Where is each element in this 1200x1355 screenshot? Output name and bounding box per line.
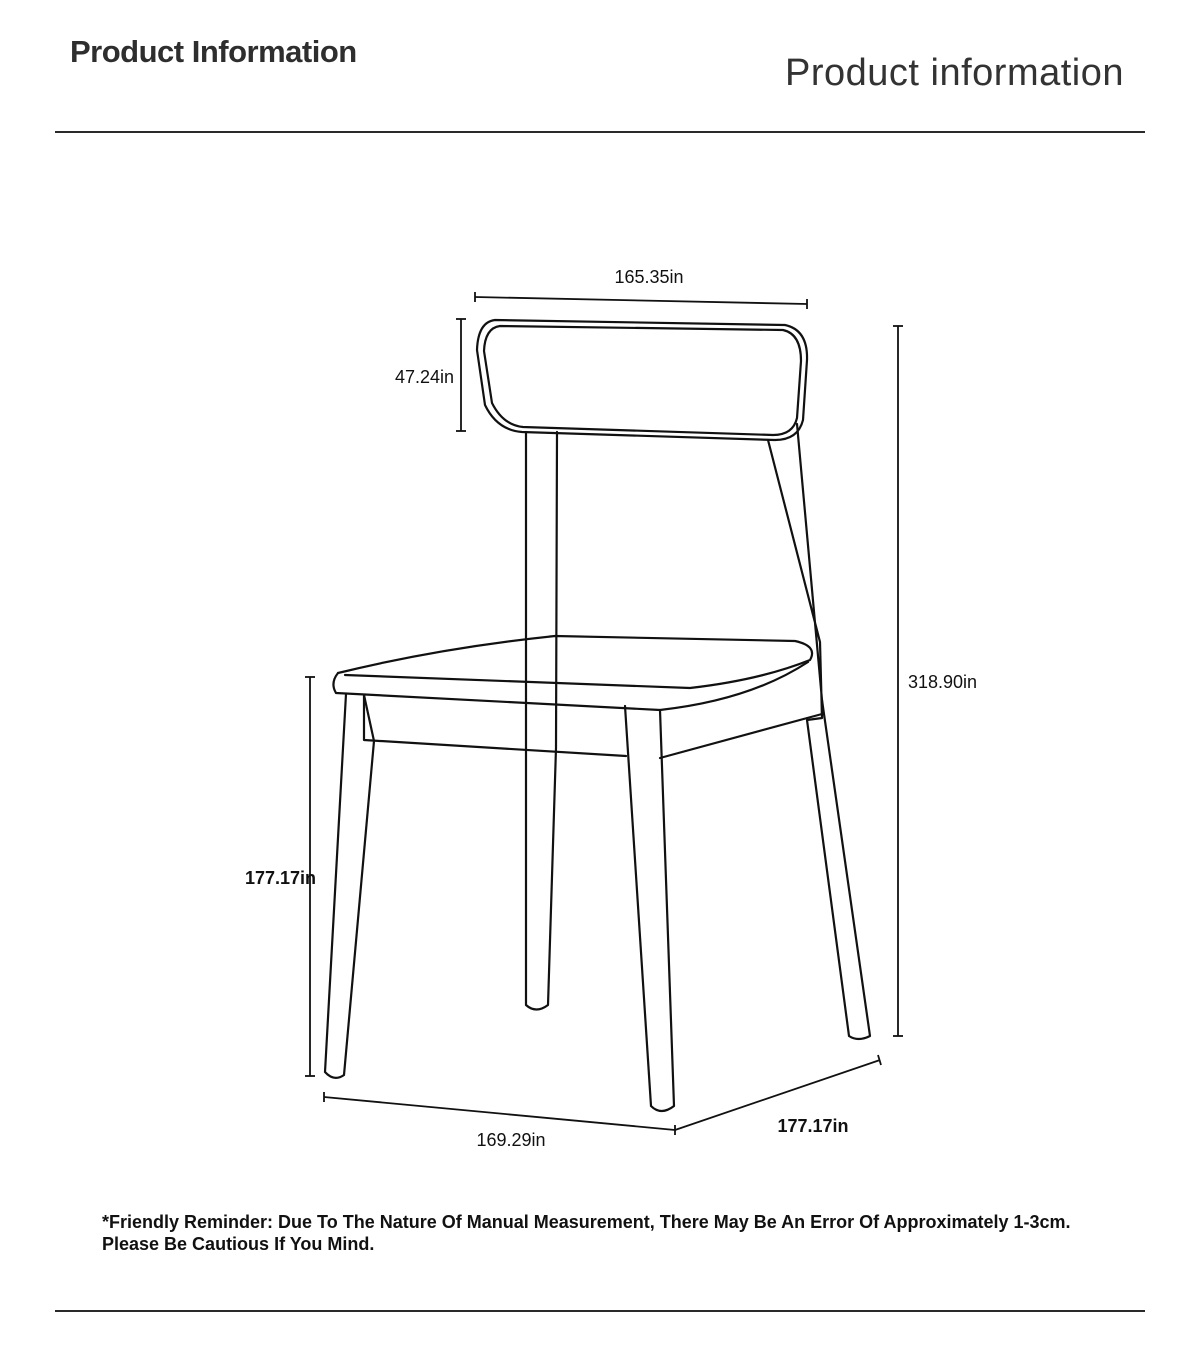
front-width-label: 169.29in	[476, 1130, 546, 1150]
chair-drawing	[325, 320, 870, 1111]
front-left-leg	[325, 694, 374, 1078]
backrest-outer	[477, 320, 807, 440]
rear-right-leg	[768, 424, 870, 1039]
measurement-reminder: *Friendly Reminder: Due To The Nature Of Manual Measurement, There May Be An Error Of Approximately 1-3cm. Please Be Cautious If You Mind.	[102, 1212, 1071, 1254]
page-title-left: Product Information	[70, 34, 357, 69]
seat-top	[338, 636, 812, 688]
rear-left-leg	[526, 432, 557, 1010]
backrest-inner	[484, 326, 801, 435]
depth-label: 177.17in	[777, 1116, 849, 1136]
seat-height-label: 177.17in	[244, 868, 316, 888]
backrest-width-label: 165.35in	[614, 267, 684, 287]
dimension-lines	[305, 292, 903, 1135]
front-apron	[364, 695, 626, 756]
page-title-right: Product information	[785, 52, 1124, 94]
side-apron	[660, 700, 822, 758]
total-height-label: 318.90in	[908, 672, 978, 692]
bottom-divider	[55, 1310, 1145, 1312]
front-right-leg	[625, 706, 674, 1111]
backrest-height-label: 47.24in	[394, 367, 454, 387]
seat-front-edge	[333, 662, 808, 710]
